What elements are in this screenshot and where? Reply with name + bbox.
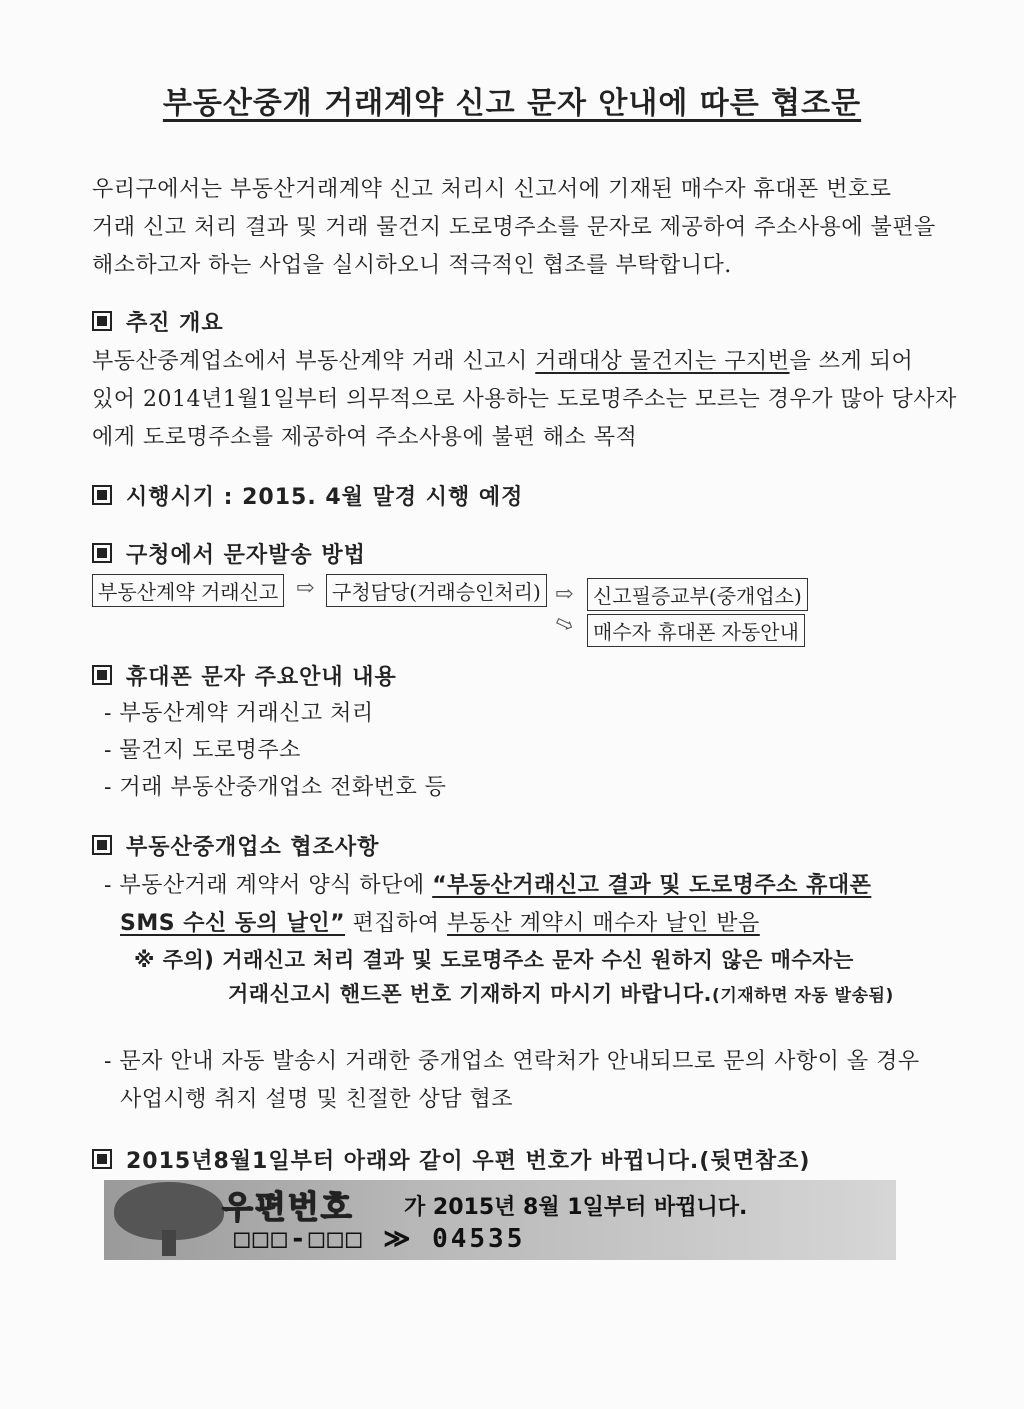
cooperation-line-2: SMS 수신 동의 날인” 편집하여 부동산 계약시 매수자 날인 받음 [120, 911, 760, 936]
caution-note-line-2: 거래신고시 핸드폰 번호 기재하지 마시기 바랍니다.(기재하면 자동 발송됨) [228, 982, 894, 1006]
square-bullet-icon [92, 485, 112, 505]
flow-arrow-icon: ⇨ [296, 576, 315, 601]
flow-arrow-icon: ⇨ [550, 609, 578, 640]
banner-postal-codes: □□□-□□□ ≫ 04535 [234, 1224, 526, 1254]
section-method-heading: 구청에서 문자발송 방법 [92, 538, 366, 569]
banner-subtitle: 가 2015년 8월 1일부터 바뀝니다. [404, 1195, 748, 1220]
section-sms-content-heading: 휴대폰 문자 주요안내 내용 [92, 660, 397, 691]
overview-line-3: 에게 도로명주소를 제공하여 주소사용에 불편 해소 목적 [92, 425, 638, 450]
cooperation-line-1: - 부동산거래 계약서 양식 하단에 “부동산거래신고 결과 및 도로명주소 휴대폰 [104, 873, 872, 898]
square-bullet-icon [92, 543, 112, 563]
flow-box-office: 구청담당(거래승인처리) [326, 574, 547, 607]
overview-line-2: 있어 2014년1월1일부터 의무적으로 사용하는 도로명주소는 모르는 경우가 많아 당사자 [92, 387, 957, 412]
square-bullet-icon [92, 665, 112, 685]
caution-note-line-1: ※ 주의) 거래신고 처리 결과 및 도로명주소 문자 수신 원하지 않은 매수자는 [134, 948, 854, 972]
square-bullet-icon [92, 311, 112, 331]
flow-box-sms: 매수자 휴대폰 자동안내 [587, 614, 805, 647]
intro-line-3: 해소하고자 하는 사업을 실시하오니 적극적인 협조를 부탁합니다. [92, 253, 732, 278]
document-title: 부동산중개 거래계약 신고 문자 안내에 따른 협조문 [162, 86, 862, 121]
flow-box-report: 부동산계약 거래신고 [92, 574, 284, 607]
tree-trunk-icon [162, 1230, 176, 1256]
postal-code-banner [104, 1180, 896, 1260]
section-postal-code-heading: 2015년8월1일부터 아래와 같이 우편 번호가 바뀝니다.(뒷면참조) [92, 1144, 810, 1175]
section-cooperation-heading: 부동산중개업소 협조사항 [92, 830, 379, 861]
section-overview-heading: 추진 개요 [92, 306, 224, 337]
cooperation-line-4: 사업시행 취지 설명 및 친절한 상담 협조 [120, 1087, 513, 1112]
sms-content-item: - 거래 부동산중개업소 전화번호 등 [104, 775, 447, 800]
sms-content-item: - 물건지 도로명주소 [104, 738, 301, 763]
flow-box-certificate: 신고필증교부(중개업소) [587, 578, 808, 611]
square-bullet-icon [92, 835, 112, 855]
section-schedule-heading: 시행시기 : 2015. 4월 말경 시행 예정 [92, 480, 523, 511]
cooperation-line-3: - 문자 안내 자동 발송시 거래한 중개업소 연락처가 안내되므로 문의 사항이 올 경우 [104, 1049, 920, 1074]
sms-content-item: - 부동산계약 거래신고 처리 [104, 701, 374, 726]
flow-arrow-icon: ⇨ [555, 582, 574, 607]
banner-title: 우편번호 [222, 1188, 354, 1226]
intro-line-1: 우리구에서는 부동산거래계약 신고 처리시 신고서에 기재된 매수자 휴대폰 번호로 [92, 177, 892, 202]
square-bullet-icon [92, 1149, 112, 1169]
intro-line-2: 거래 신고 처리 결과 및 거래 물건지 도로명주소를 문자로 제공하여 주소사용에 불편을 [92, 215, 936, 240]
overview-line-1: 부동산중계업소에서 부동산계약 거래 신고시 거래대상 물건지는 구지번을 쓰게 되어 [92, 349, 914, 374]
